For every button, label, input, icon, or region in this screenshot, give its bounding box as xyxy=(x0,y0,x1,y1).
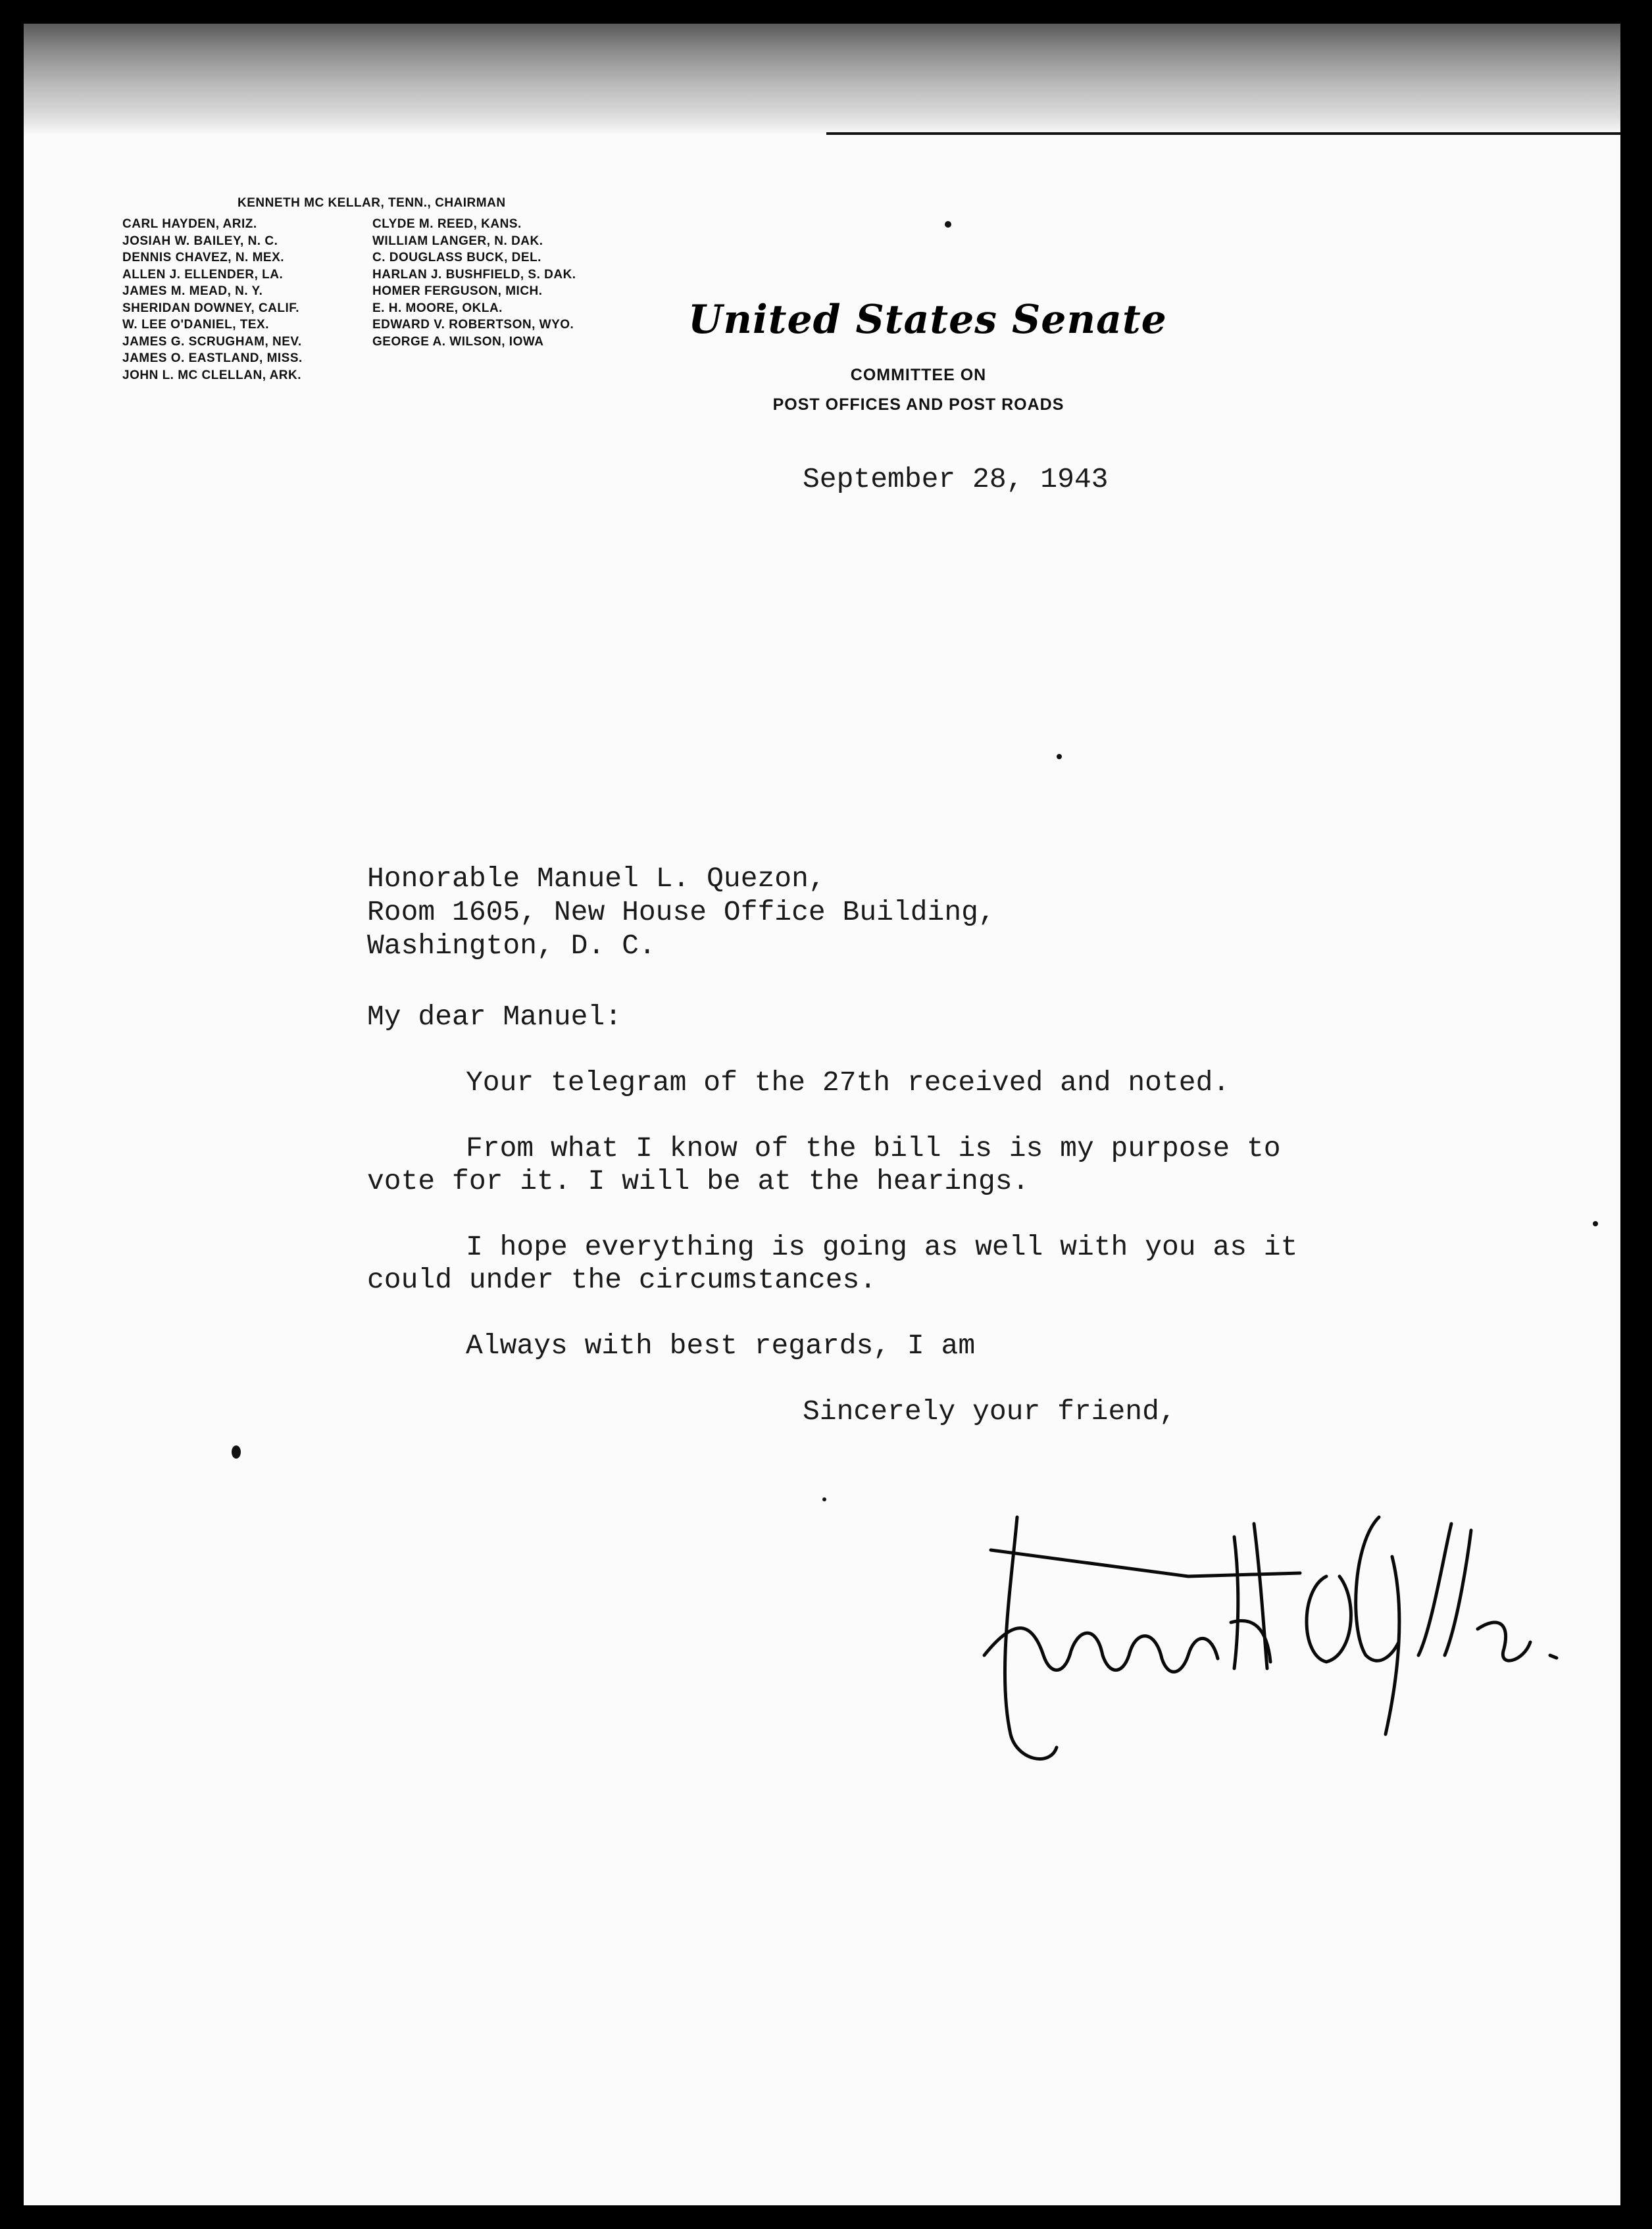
body-paragraph: Always with best regards, I am xyxy=(466,1330,976,1362)
roster-left-column xyxy=(122,216,303,384)
roster-member: HOMER FERGUSON, MICH. xyxy=(372,284,543,298)
paper-speck xyxy=(1593,1221,1598,1226)
roster-member: DENNIS CHAVEZ, N. MEX. xyxy=(122,251,285,264)
roster-member: EDWARD V. ROBERTSON, WYO. xyxy=(372,318,574,332)
paper-speck xyxy=(822,1497,826,1501)
complimentary-closing: Sincerely your friend, xyxy=(803,1395,1176,1428)
handwritten-signature xyxy=(971,1458,1616,1774)
roster-member: CLYDE M. REED, KANS. xyxy=(372,217,522,231)
roster-member: JAMES O. EASTLAND, MISS. xyxy=(122,351,303,365)
roster-member: JOHN L. MC CLELLAN, ARK. xyxy=(122,368,302,382)
roster-member: GEORGE A. WILSON, IOWA xyxy=(372,334,544,349)
scan-shadow xyxy=(24,24,1620,136)
committee-label: COMMITTEE ON xyxy=(850,366,987,384)
address-line: Room 1605, New House Office Building, xyxy=(367,896,995,928)
body-paragraph: Your telegram of the 27th received and noted. xyxy=(466,1066,1230,1099)
roster-member: E. H. MOORE, OKLA. xyxy=(372,301,503,315)
body-paragraph-line: I hope everything is going as well with you as it xyxy=(466,1231,1298,1263)
paper-speck xyxy=(1057,754,1062,759)
roster-member: JOSIAH W. BAILEY, N. C. xyxy=(122,234,278,248)
roster-member: ALLEN J. ELLENDER, LA. xyxy=(122,267,284,282)
address-line: Honorable Manuel L. Quezon, xyxy=(367,863,826,895)
body-paragraph-line: From what I know of the bill is is my purpose to xyxy=(466,1132,1281,1165)
roster-member: HARLAN J. BUSHFIELD, S. DAK. xyxy=(372,267,576,282)
letter-date: September 28, 1943 xyxy=(803,463,1109,495)
roster-right-column xyxy=(372,216,576,350)
roster-member: WILLIAM LANGER, N. DAK. xyxy=(372,234,543,248)
roster-member: SHERIDAN DOWNEY, CALIF. xyxy=(122,301,300,315)
roster-member: JAMES G. SCRUGHAM, NEV. xyxy=(122,334,302,349)
committee-name: POST OFFICES AND POST ROADS xyxy=(772,395,1064,414)
committee-roster xyxy=(122,196,649,413)
salutation: My dear Manuel: xyxy=(367,1001,622,1033)
body-paragraph-line: could under the circumstances. xyxy=(367,1264,877,1296)
chairman-name: KENNETH MC KELLAR, TENN., CHAIRMAN xyxy=(238,196,506,210)
letterhead-title: United States Senate xyxy=(688,297,1167,343)
paper-speck xyxy=(232,1445,241,1459)
roster-member: JAMES M. MEAD, N. Y. xyxy=(122,284,263,298)
paper-speck xyxy=(945,221,951,228)
address-line: Washington, D. C. xyxy=(367,930,656,962)
roster-member: W. LEE O'DANIEL, TEX. xyxy=(122,318,269,332)
body-paragraph-line: vote for it. I will be at the hearings. xyxy=(367,1165,1030,1197)
roster-member: C. DOUGLASS BUCK, DEL. xyxy=(372,251,541,264)
roster-member: CARL HAYDEN, ARIZ. xyxy=(122,217,257,231)
letter-page xyxy=(24,24,1620,2205)
page-fold-edge xyxy=(826,132,1620,135)
